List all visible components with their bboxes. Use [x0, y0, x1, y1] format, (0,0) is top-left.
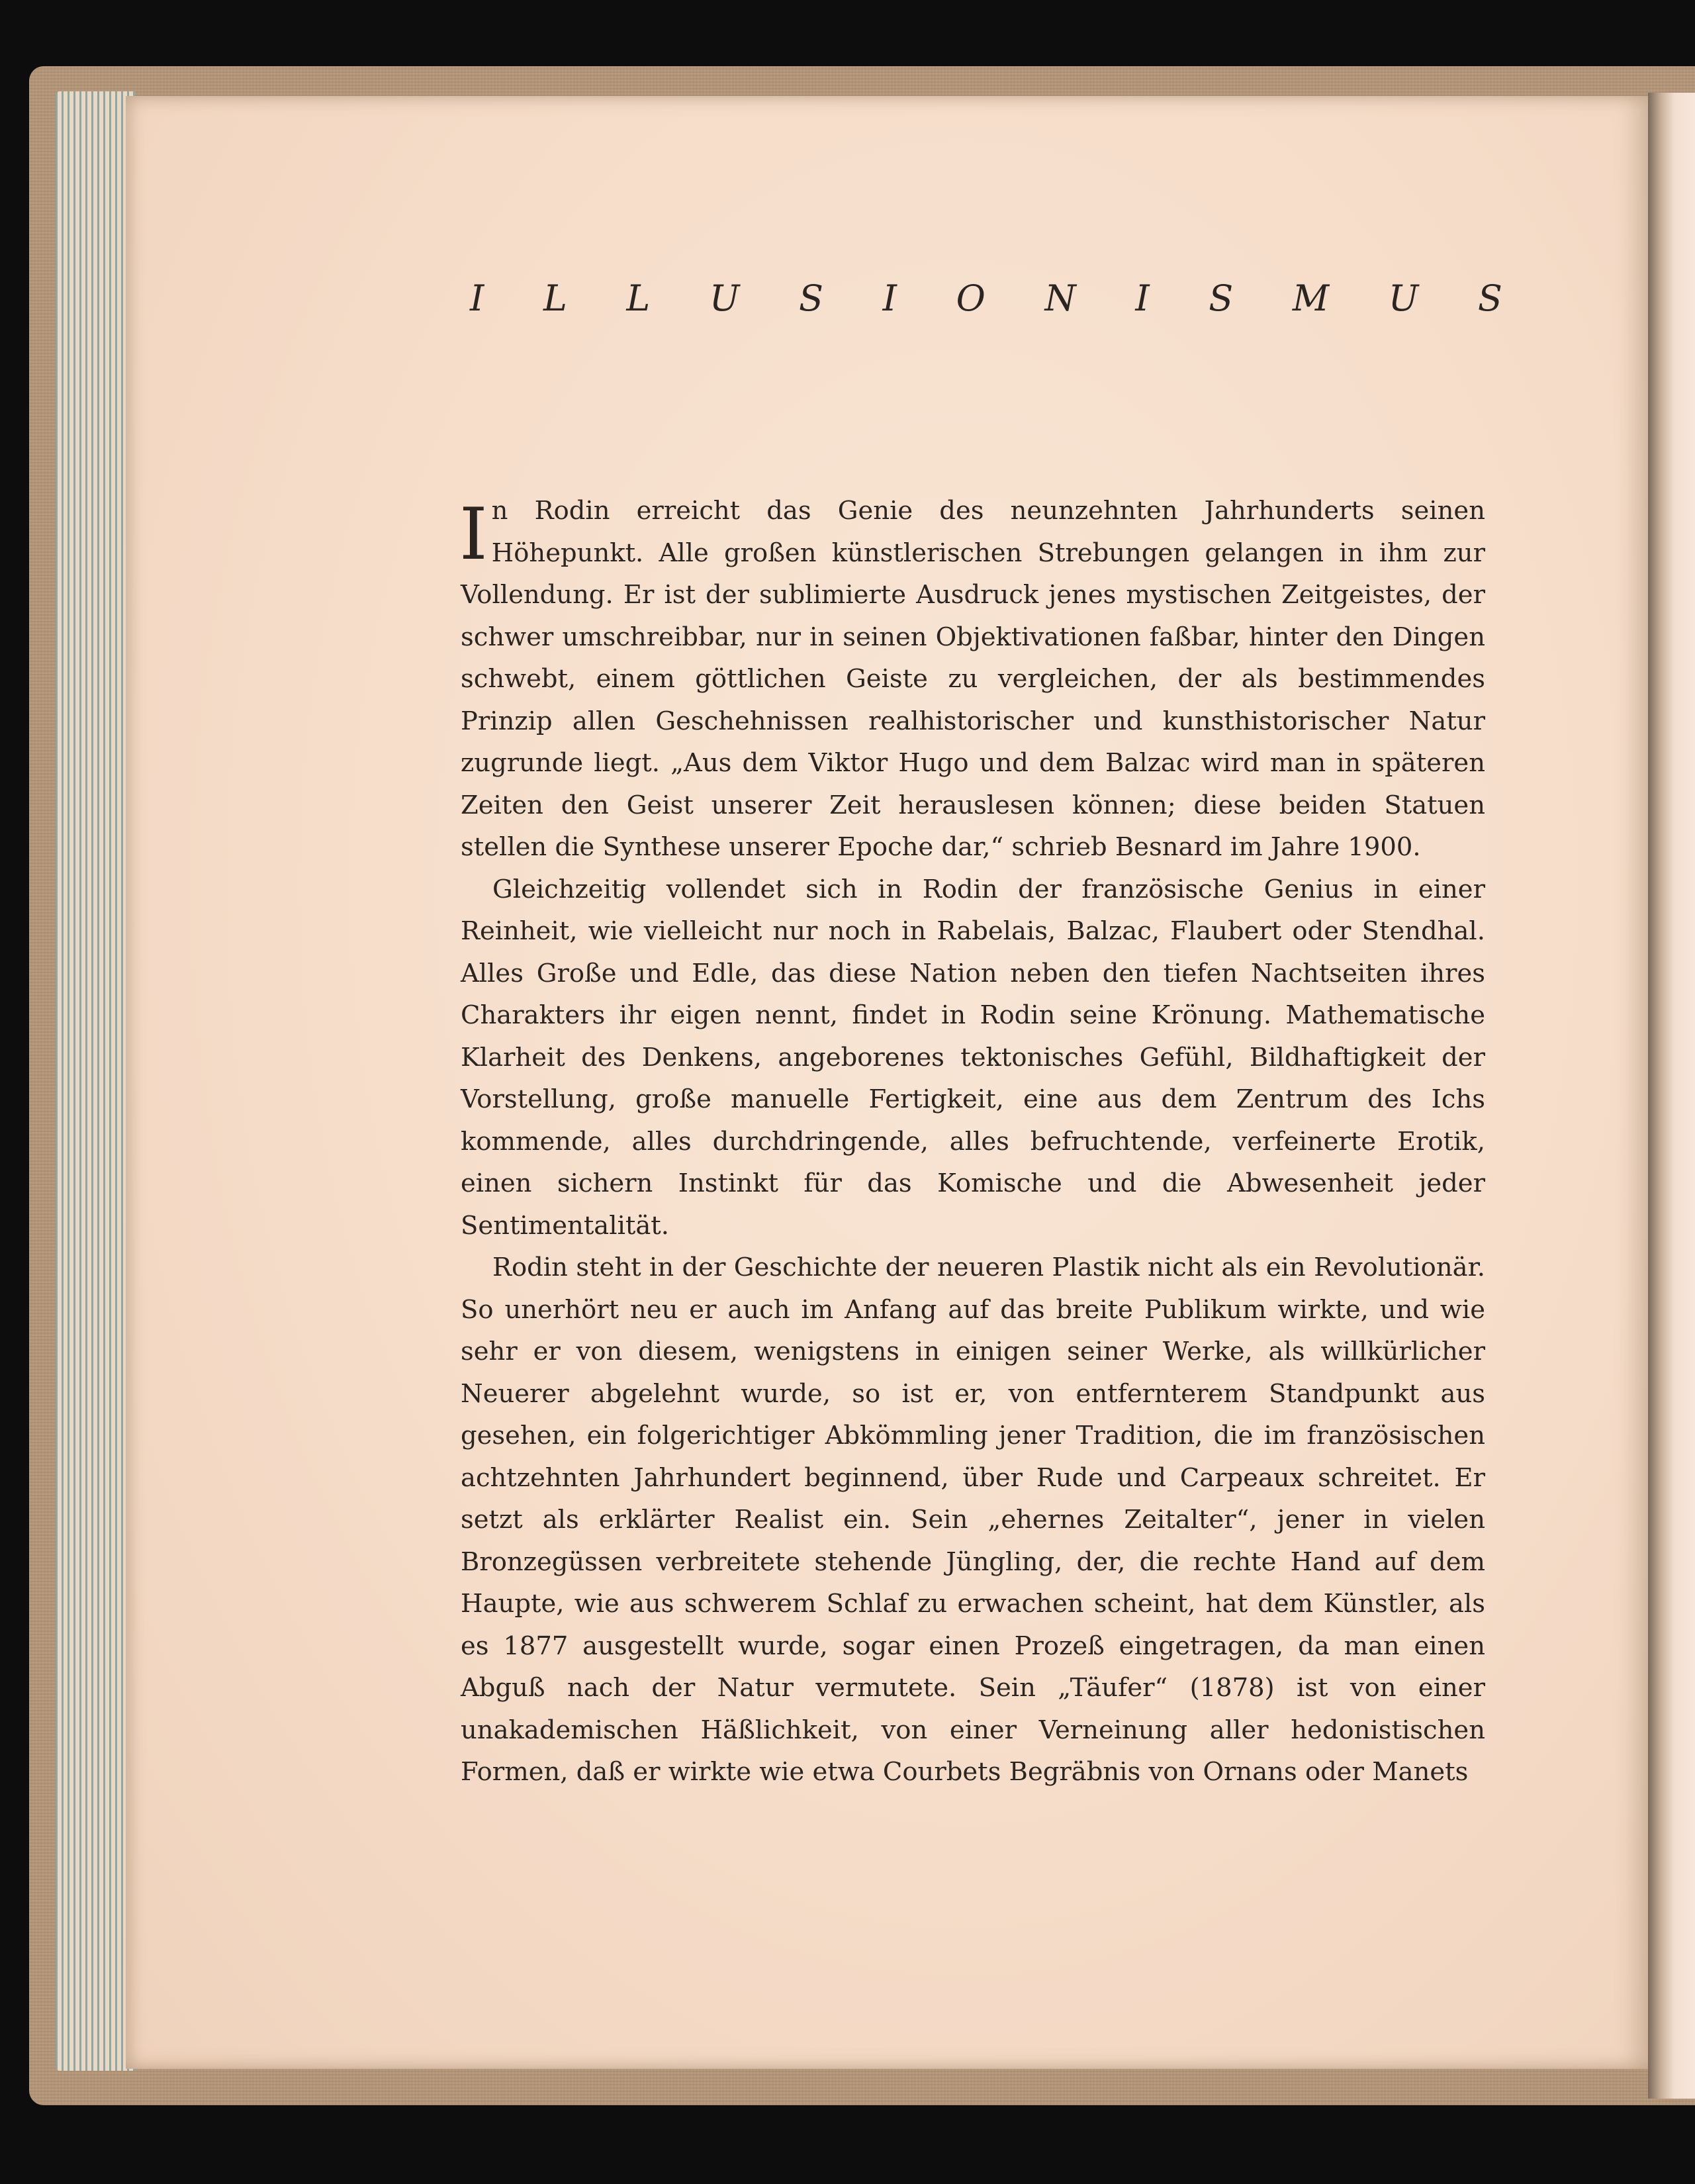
drop-cap: I — [459, 493, 488, 576]
paragraph: Rodin steht in der Geschichte der neueren Plastik nicht als ein Revolutionär. So unerhört neu er auch im Anfang auf das breite Publikum wirkte, und wie sehr er von diesem, wenigstens in einigen seiner Werke, als willkürlicher Neuerer abgelehnt wurde, so ist er, von entfernterem Standpunkt aus gesehen, ein folgerichtiger Abkömmling jener Tradition, die im französischen achtzehnten Jahrhundert beginnend, über Rude und Carpeaux schreitet. Er setzt als erklärter Realist ein. Sein „ehernes Zeitalter“, jener in vielen Bronzegüssen verbreitete stehende Jüngling, der, die rechte Hand auf dem Haupte, wie aus schwerem Schlaf zu erwachen scheint, hat dem Künstler, als es 1877 ausgestellt wurde, sogar einen Prozeß eingetragen, da man einen Abguß nach der Natur vermutete. Sein „Täufer“ (1878) ist von einer unakademischen Häßlichkeit, von einer Verneinung aller hedonistischen Formen, daß er wirkte wie etwa Courbets Begräbnis von Ornans oder Manets — [461, 1253, 1485, 1787]
chapter-heading — [470, 265, 1502, 331]
heading-letter: L — [543, 277, 567, 319]
body-text — [461, 490, 1485, 1793]
heading-letter: I — [470, 277, 484, 319]
heading-letter: S — [799, 277, 824, 319]
heading-letter: S — [1209, 277, 1234, 319]
paragraph: Gleichzeitig vollendet sich in Rodin der französische Genius in einer Reinheit, wie vielleicht nur noch in Rabelais, Balzac, Flaubert oder Stendhal. Alles Große und Edle, das diese Nation neben den tiefen Nachtseiten ihres Charakters ihr eigen nennt, findet in Rodin seine Krönung. Mathematische Klarheit des Denkens, angeborenes tektonisches Gefühl, Bildhaftigkeit der Vorstellung, große manuelle Fertigkeit, eine aus dem Zentrum des Ichs kommende, alles durchdringende, alles befruchtende, verfeinerte Erotik, einen sichern Instinkt für das Komische und die Abwesenheit jeder Sentimentalität. — [461, 874, 1485, 1241]
paragraph — [461, 490, 1485, 869]
heading-letter: M — [1292, 277, 1330, 319]
heading-letter: U — [709, 277, 740, 319]
heading-letter: I — [882, 277, 897, 319]
paragraph-text: n Rodin erreicht das Genie des neunzehnten Jahrhunderts seinen Höhepunkt. Alle großen künstlerischen Strebungen gelangen in ihm zur Vollendung. Er ist der sublimierte Ausdruck jenes mystischen Zeitgeistes, der schwer umschreibbar, nur in seinen Objektivationen faßbar, hinter den Dingen schwebt, einem göttlichen Geiste zu vergleichen, der als bestimmendes Prinzip allen Geschehnissen realhistorischer und kunsthistorischer Natur zugrunde liegt. „Aus dem Viktor Hugo und dem Balzac wird man in späteren Zeiten den Geist unserer Zeit herauslesen können; diese beiden Statuen stellen die Synthese unserer Epoche dar,“ schrieb Besnard im Jahre 1900. — [461, 496, 1485, 862]
heading-letter: L — [626, 277, 651, 319]
heading-letter: O — [956, 277, 985, 319]
heading-letter: I — [1135, 277, 1150, 319]
heading-letter: S — [1477, 277, 1502, 319]
heading-letter: U — [1388, 277, 1419, 319]
page-edges — [56, 91, 135, 2071]
heading-letter: N — [1044, 277, 1076, 319]
facing-page-edge — [1648, 93, 1695, 2099]
